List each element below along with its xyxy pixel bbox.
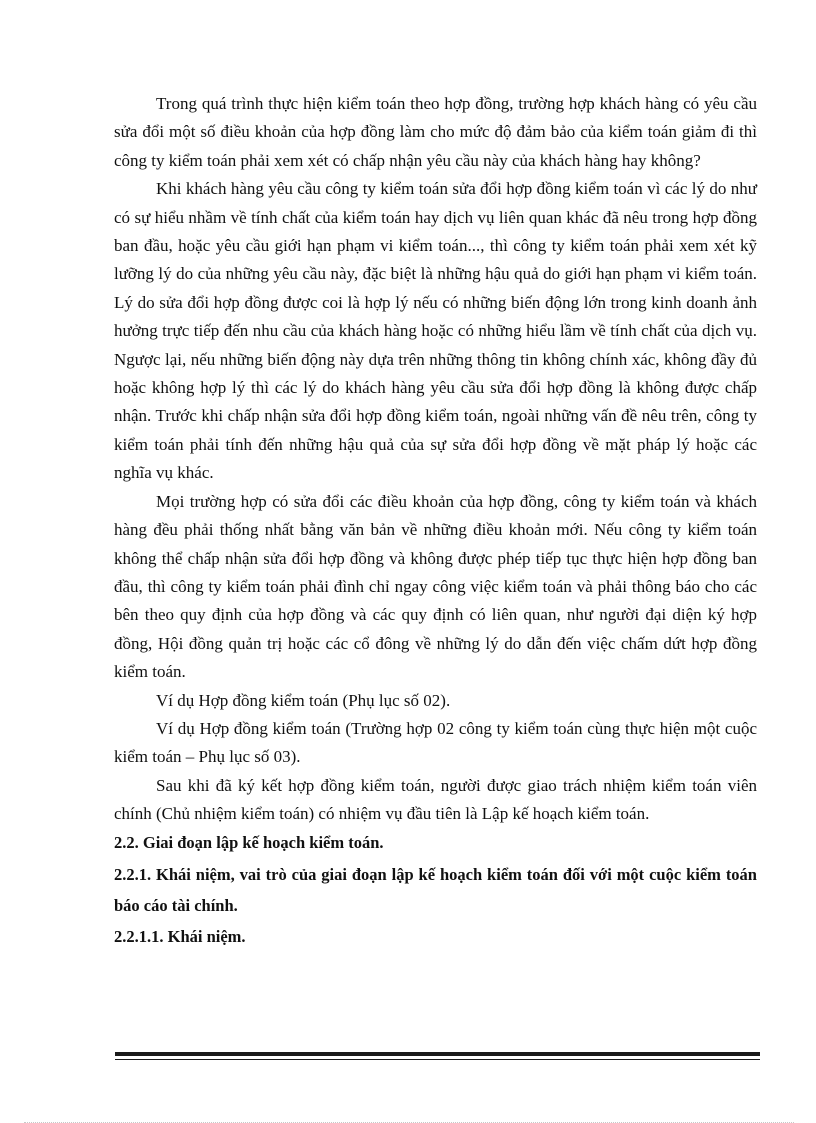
paragraph-example-appendix-03: Ví dụ Hợp đồng kiểm toán (Trường hợp 02 công ty kiểm toán cùng thực hiện một cuộc kiểm toán – Phụ lục số 03). — [114, 718, 757, 767]
paragraph-written-agreement: Mọi trường hợp có sửa đổi các điều khoản của hợp đồng, công ty kiểm toán và khách hàng đều phải thống nhất bằng văn bản về những điều khoản mới. Nếu công ty kiểm toán không thể chấp nhận sửa đổi hợp đồng và không được phép tiếp tục thực hiện hợp đồng ban đầu, thì công ty kiểm toán phải đình chỉ ngay công việc kiểm toán và phải thông báo cho các bên theo quy định của hợp đồng và các quy định có liên quan, như người đại diện ký hợp đồng, Hội đồng quản trị hoặc các cổ đông về những lý do dẫn đến việc chấm dứt hợp đồng kiểm toán. — [114, 491, 757, 682]
heading-section-2-2-1: 2.2.1. Khái niệm, vai trò của giai đoạn lập kế hoạch kiểm toán đối với một cuộc kiểm toán báo cáo tài chính. — [114, 864, 757, 915]
paragraph-audit-planning-intro: Sau khi đã ký kết hợp đồng kiểm toán, người được giao trách nhiệm kiểm toán viên chính (Chủ nhiệm kiểm toán) có nhiệm vụ đầu tiên là Lập kế hoạch kiểm toán. — [114, 775, 757, 824]
page-body — [114, 90, 757, 951]
paragraph-amendment-reasons: Khi khách hàng yêu cầu công ty kiểm toán sửa đổi hợp đồng kiểm toán vì các lý do như có sự hiểu nhầm về tính chất của kiểm toán hay dịch vụ liên quan khác đã nêu trong hợp đồng ban đầu, hoặc yêu cầu giới hạn phạm vi kiểm toán..., thì công ty kiểm toán phải xem xét kỹ lưỡng lý do của những yêu cầu này, đặc biệt là những hậu quả do giới hạn phạm vi kiểm toán. Lý do sửa đổi hợp đồng được coi là hợp lý nếu có những biến động lớn trong kinh doanh ảnh hưởng trực tiếp đến nhu cầu của khách hàng hoặc có những hiểu lầm về tính chất của dịch vụ. Ngược lại, nếu những biến động này dựa trên những thông tin không chính xác, không đầy đủ hoặc không hợp lý thì các lý do khách hàng yêu cầu sửa đổi hợp đồng là không được chấp nhận. Trước khi chấp nhận sửa đổi hợp đồng kiểm toán, ngoài những vấn đề nêu trên, công ty kiểm toán phải tính đến những hậu quả của sự sửa đổi hợp đồng về mặt pháp lý hoặc các nghĩa vụ khác. — [114, 179, 757, 483]
heading-section-2-2: 2.2. Giai đoạn lập kế hoạch kiểm toán. — [114, 832, 384, 852]
footer-rule-thin — [115, 1059, 760, 1060]
paragraph-contract-amendment-request: Trong quá trình thực hiện kiểm toán theo hợp đồng, trường hợp khách hàng có yêu cầu sửa đổi một số điều khoản của hợp đồng làm cho mức độ đảm bảo của kiểm toán giảm đi thì công ty kiểm toán phải xem xét có chấp nhận yêu cầu này của khách hàng hay không? — [114, 94, 757, 170]
paragraph-example-appendix-02: Ví dụ Hợp đồng kiểm toán (Phụ lục số 02). — [156, 690, 451, 710]
footer-rule-thick — [115, 1052, 760, 1056]
heading-section-2-2-1-1: 2.2.1.1. Khái niệm. — [114, 926, 246, 946]
